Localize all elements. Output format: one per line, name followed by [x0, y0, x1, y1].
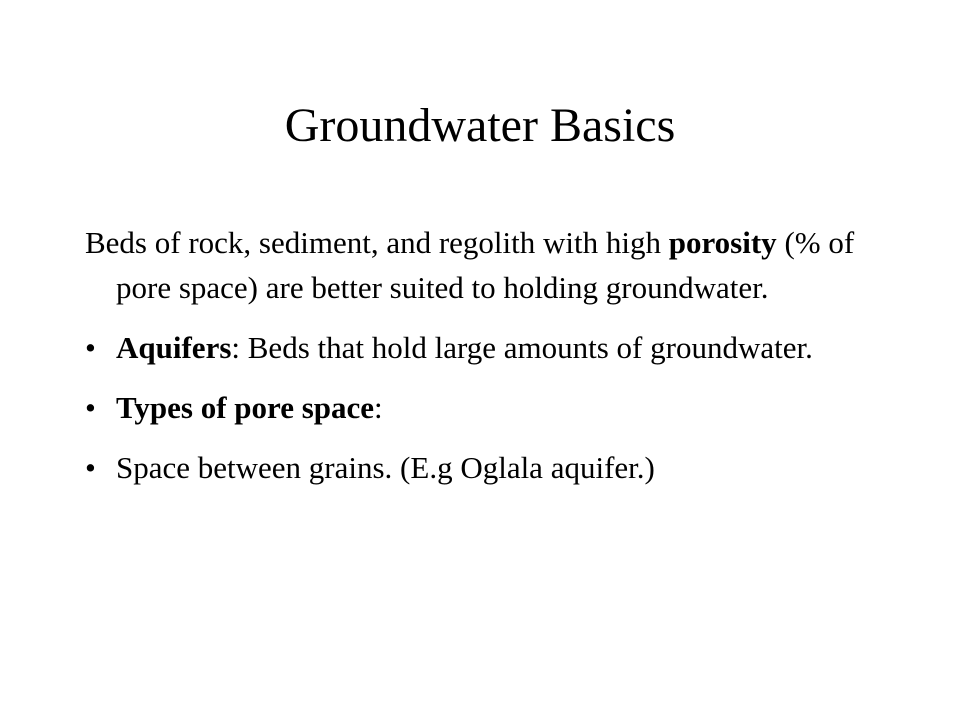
bullet-term: Types of pore space — [116, 390, 375, 425]
bullet-text: : — [374, 390, 383, 425]
intro-term-porosity: porosity — [668, 225, 777, 260]
bullet-item-aquifers — [85, 325, 885, 370]
bullet-icon: • — [85, 390, 96, 425]
bullet-icon: • — [85, 330, 96, 365]
intro-text-after: (% of pore space) are better suited to holding groundwater. — [116, 225, 855, 305]
bullet-text: Space between grains. (E.g Oglala aquifer.) — [116, 450, 655, 485]
slide-title: Groundwater Basics — [284, 99, 676, 152]
bullet-item-types-of-pore-space — [85, 385, 885, 430]
slide-body — [85, 220, 885, 505]
bullet-term: Aquifers — [116, 330, 232, 365]
bullet-item-space-between-grains — [85, 445, 885, 490]
bullet-text: : Beds that hold large amounts of groundwater. — [231, 330, 813, 365]
bullet-icon: • — [85, 450, 96, 485]
intro-text-before: Beds of rock, sediment, and regolith with high — [85, 225, 669, 260]
intro-paragraph — [85, 220, 885, 310]
